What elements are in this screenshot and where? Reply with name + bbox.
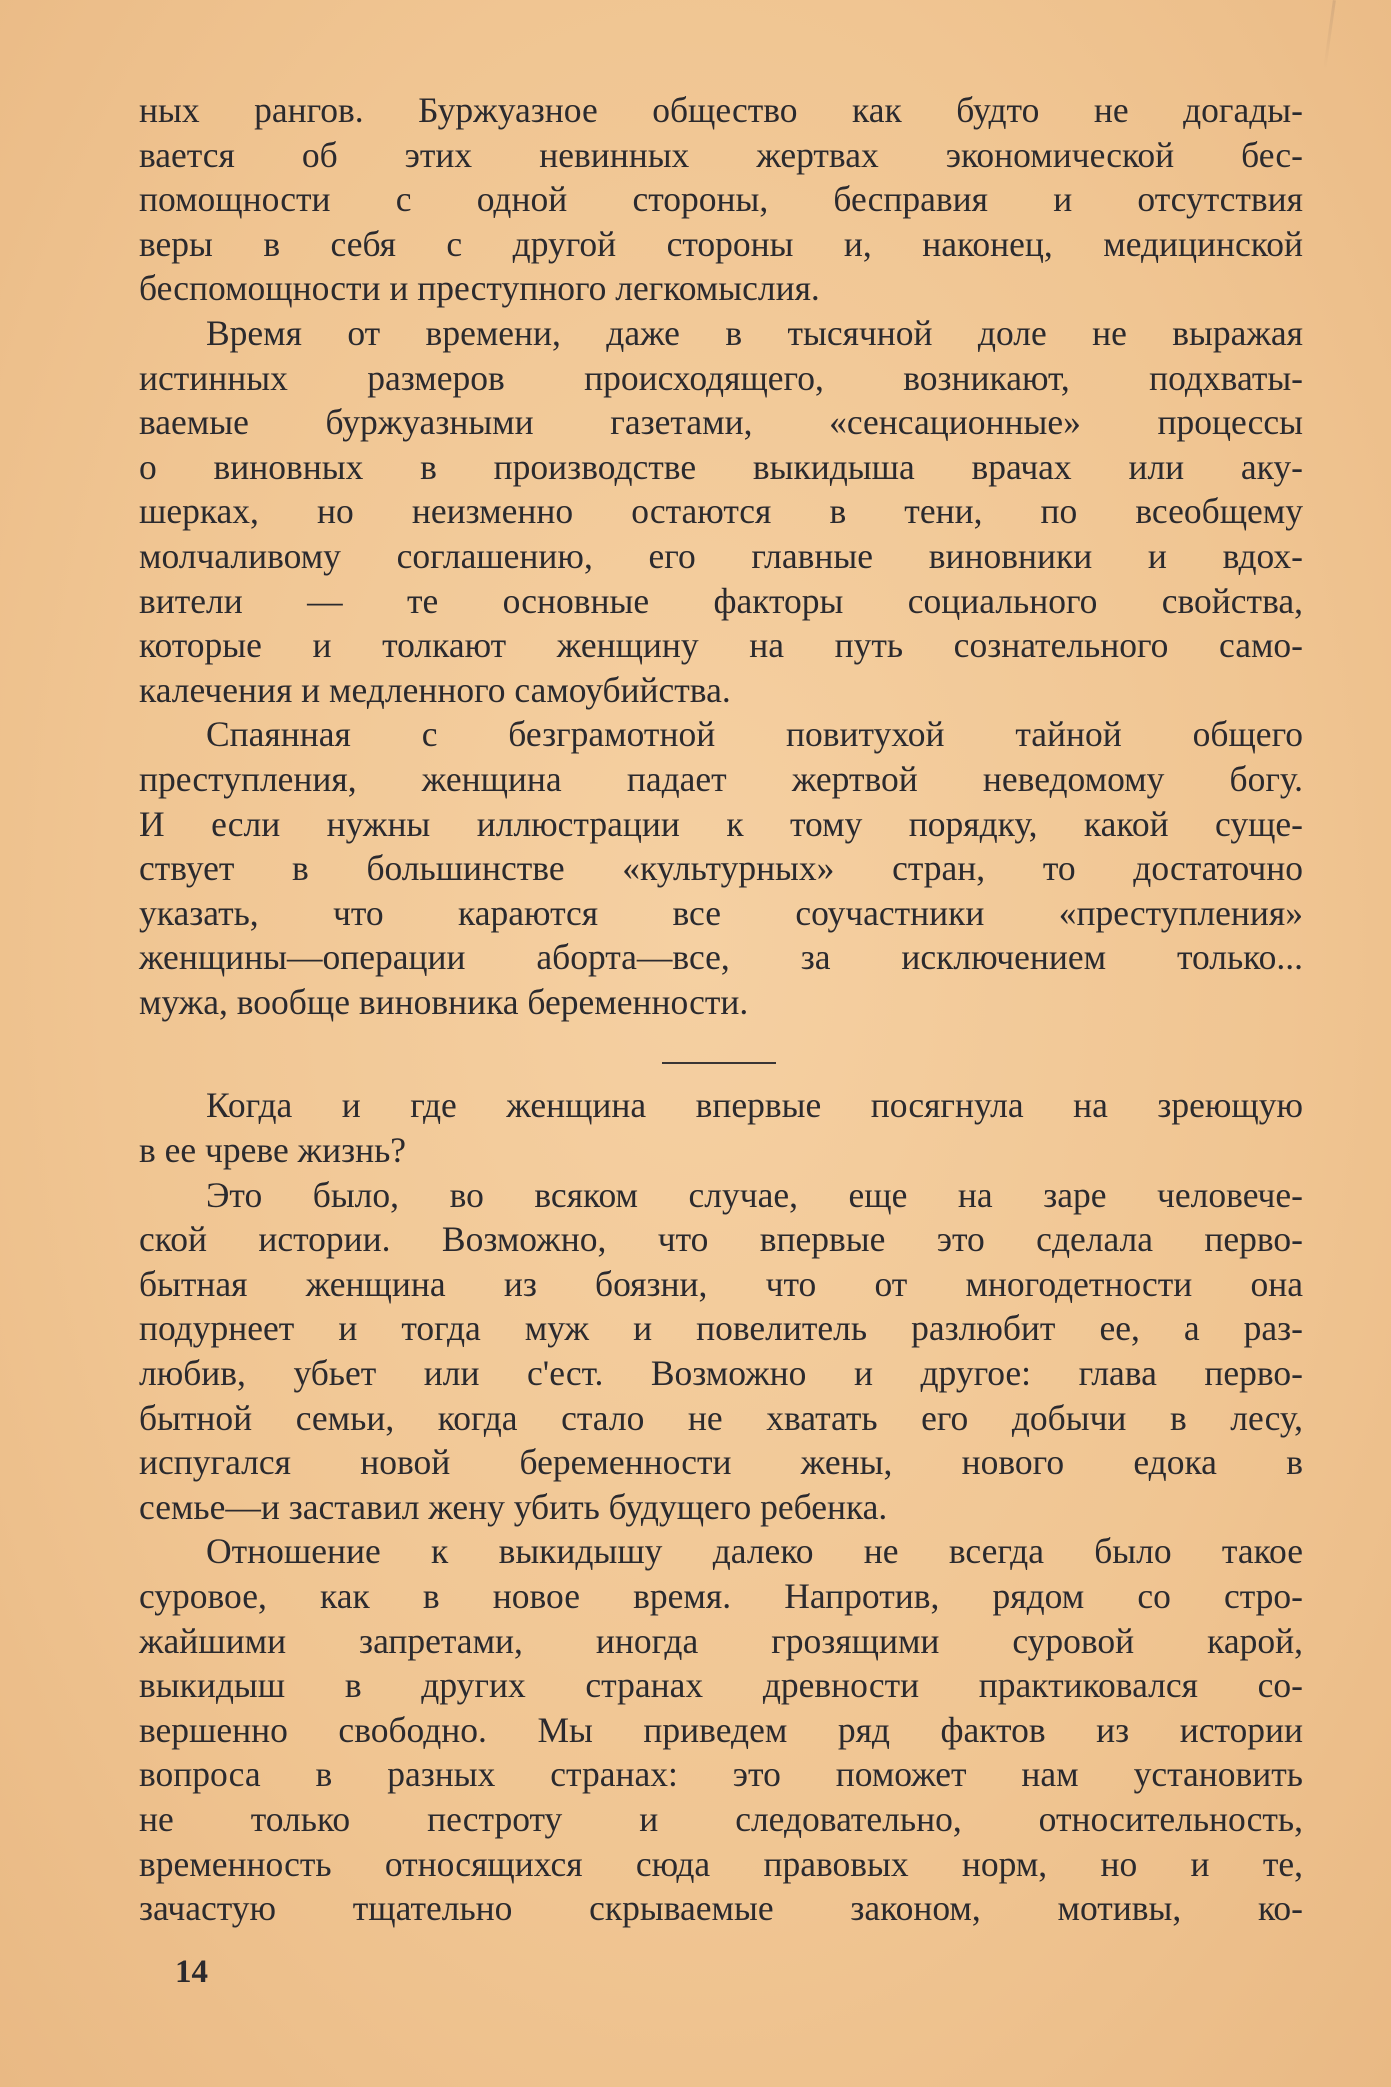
paragraph	[139, 1173, 1303, 1530]
text-line: подурнеет и тогда муж и повелитель разлюбит ее, а раз-	[139, 1308, 1303, 1349]
text-line: зачастую тщательно скрываемые законом, мотивы, ко-	[139, 1888, 1303, 1929]
text-line: Время от времени, даже в тысячной доле не выражая	[206, 312, 1303, 353]
paragraph	[139, 88, 1303, 311]
text-line: бытная женщина из боязни, что от многодетности она	[139, 1263, 1303, 1304]
page-edge-mark	[1323, 0, 1336, 70]
text-line: шерках, но неизменно остаются в тени, по всеобщему	[139, 491, 1303, 532]
text-line: мужа, вообще виновника беременности.	[139, 981, 749, 1022]
text-line: И если нужны иллюстрации к тому порядку, какой суще-	[139, 803, 1303, 844]
paragraph	[139, 1083, 1303, 1172]
text-line: семье—и заставил жену убить будущего ребенка.	[139, 1486, 888, 1527]
text-line: в ее чреве жизнь?	[139, 1130, 407, 1171]
text-line: любив, убьет или с'ест. Возможно и другое: глава перво-	[139, 1353, 1303, 1394]
text-line: которые и толкают женщину на путь сознательного само-	[139, 625, 1303, 666]
text-line: вершенно свободно. Мы приведем ряд фактов из истории	[139, 1709, 1303, 1750]
text-line: ных рангов. Буржуазное общество как будто не догады-	[139, 90, 1303, 130]
text-line: ваемые буржуазными газетами, «сенсационные» процессы	[139, 402, 1303, 443]
text-line: калечения и медленного самоубийства.	[139, 669, 731, 710]
text-line: жайшими запретами, иногда грозящими суровой карой,	[139, 1620, 1303, 1661]
text-line: преступления, женщина падает жертвой неведомому богу.	[139, 758, 1303, 799]
text-line: Это было, во всяком случае, еще на заре человече-	[206, 1174, 1303, 1215]
text-line: Спаянная с безграмотной повитухой тайной общего	[206, 714, 1303, 755]
text-line: временность относящихся сюда правовых норм, но и те,	[139, 1843, 1303, 1884]
text-line: суровое, как в новое время. Напротив, рядом со стро-	[139, 1576, 1303, 1616]
text-line: вопроса в разных странах: это поможет нам установить	[139, 1754, 1303, 1795]
text-line: молчаливому соглашению, его главные виновники и вдох-	[139, 535, 1303, 576]
paragraph	[139, 712, 1303, 1024]
text-line: беспомощности и преступного легкомыслия.	[139, 268, 820, 309]
text-line: Отношение к выкидышу далеко не всегда было такое	[206, 1531, 1303, 1572]
text-section-top	[139, 88, 1303, 1024]
text-line: Когда и где женщина впервые посягнула на зреющую	[206, 1085, 1303, 1126]
text-line: ствует в большинстве «культурных» стран, то достаточно	[139, 848, 1303, 889]
paragraph	[139, 1529, 1303, 1930]
text-section-bottom	[139, 1083, 1303, 1930]
text-line: бытной семьи, когда стало не хватать его добычи в лесу,	[139, 1397, 1303, 1438]
text-line: испугался новой беременности жены, нового едока в	[139, 1442, 1303, 1483]
text-line: не только пестроту и следовательно, относительность,	[139, 1798, 1303, 1839]
text-line: вители — те основные факторы социального свойства,	[139, 580, 1303, 621]
text-line: женщины—операции аборта—все, за исключением только...	[139, 937, 1303, 978]
text-line: веры в себя с другой стороны и, наконец, медицинской	[139, 223, 1303, 264]
paragraph	[139, 311, 1303, 712]
page-number: 14	[175, 1954, 208, 1990]
text-line: ской истории. Возможно, что впервые это сделала перво-	[139, 1219, 1303, 1260]
text-line: истинных размеров происходящего, возникают, подхваты-	[139, 357, 1303, 398]
page-body	[139, 88, 1303, 1931]
text-line: выкидыш в других странах древности практиковался со-	[139, 1665, 1303, 1706]
text-line: указать, что караются все соучастники «преступления»	[139, 892, 1303, 933]
text-line: помощности с одной стороны, бесправия и отсутствия	[139, 179, 1303, 220]
text-line: вается об этих невинных жертвах экономической бес-	[139, 134, 1303, 175]
text-line: о виновных в производстве выкидыша врачах или аку-	[139, 446, 1303, 487]
